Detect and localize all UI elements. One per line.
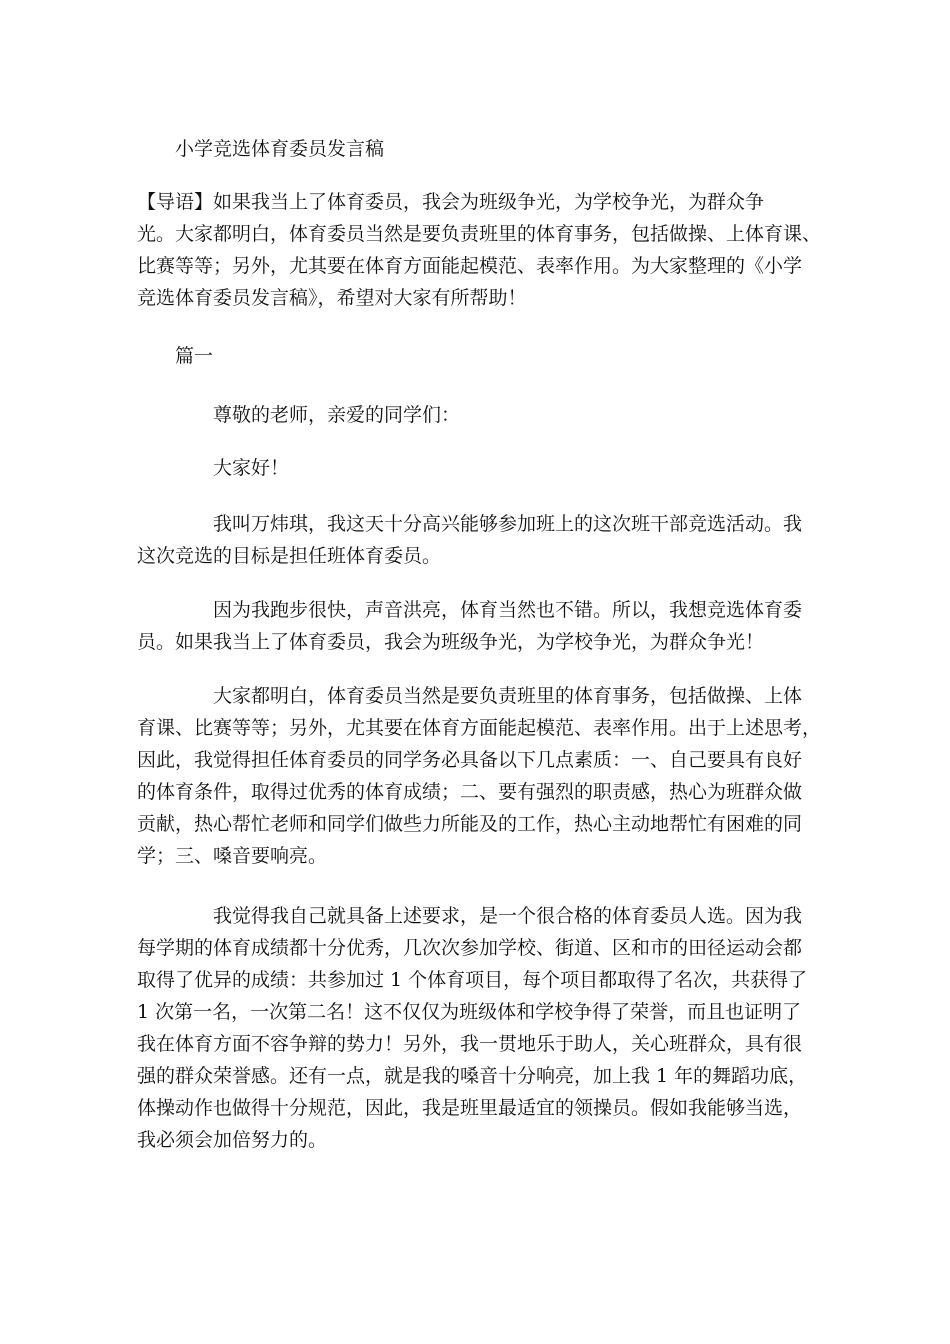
section-label: 篇一: [175, 345, 214, 367]
paragraph-1: [137, 508, 827, 572]
paragraph-2: [137, 594, 827, 658]
paragraph-line: 取得了优异的成绩：共参加过 1 个体育项目，每个项目都取得了名次，共获得了: [137, 969, 808, 991]
paragraph-line: 贡献，热心帮忙老师和同学们做些力所能及的工作，热心主动地帮忙有困难的同: [137, 813, 803, 835]
paragraph-line: 每学期的体育成绩都十分优秀，几次次参加学校、街道、区和市的田径运动会都: [137, 937, 803, 959]
intro-line: 光。大家都明白，体育委员当然是要负责班里的体育事务，包括做操、上体育课、: [137, 223, 822, 245]
paragraph-line: 强的群众荣誉感。还有一点，就是我的嗓音十分响亮，加上我 1 年的舞蹈功底，: [137, 1065, 808, 1087]
intro-line: 竞选体育委员发言稿》，希望对大家有所帮助！: [137, 287, 527, 309]
hello: 大家好！: [213, 457, 290, 479]
document-title: 小学竞选体育委员发言稿: [175, 138, 385, 160]
greeting: 尊敬的老师，亲爱的同学们：: [213, 404, 461, 426]
paragraph-line: 育课、比赛等等；另外，尤其要在体育方面能起模范、表率作用。出于上述思考，: [137, 717, 822, 739]
paragraph-line: 我觉得我自己就具备上述要求，是一个很合格的体育委员人选。因为我: [213, 905, 803, 927]
intro-line: 【导语】如果我当上了体育委员，我会为班级争光，为学校争光，为群众争: [137, 191, 765, 213]
paragraph-line: 大家都明白，体育委员当然是要负责班里的体育事务，包括做操、上体: [213, 685, 803, 707]
paragraph-3: [137, 680, 827, 872]
intro-line: 比赛等等；另外，尤其要在体育方面能起模范、表率作用。为大家整理的《小学: [137, 255, 803, 277]
document-page: [137, 0, 827, 1344]
paragraph-line: 员。如果我当上了体育委员，我会为班级争光，为学校争光，为群众争光！: [137, 631, 765, 653]
paragraph-line: 这次竞选的目标是担任班体育委员。: [137, 545, 442, 567]
paragraph-line: 因为我跑步很快，声音洪亮，体育当然也不错。所以，我想竞选体育委: [213, 599, 803, 621]
paragraph-line: 因此，我觉得担任体育委员的同学务必具备以下几点素质：一、自己要具有良好: [137, 749, 803, 771]
paragraph-4: [137, 900, 827, 1156]
paragraph-line: 我必须会加倍努力的。: [137, 1129, 328, 1151]
paragraph-line: 的体育条件，取得过优秀的体育成绩；二、要有强烈的职责感，热心为班群众做: [137, 781, 803, 803]
paragraph-line: 我叫万炜琪，我这天十分高兴能够参加班上的这次班干部竞选活动。我: [213, 513, 803, 535]
paragraph-line: 我在体育方面不容争辩的势力！另外，我一贯地乐于助人，关心班群众，具有很: [137, 1033, 803, 1055]
paragraph-line: 1 次第一名，一次第二名！这不仅仅为班级体和学校争得了荣誉，而且也证明了: [137, 1001, 802, 1023]
intro-paragraph: [137, 186, 827, 314]
paragraph-line: 体操动作也做得十分规范，因此，我是班里最适宜的领操员。假如我能够当选，: [137, 1097, 803, 1119]
paragraph-line: 学；三、嗓音要响亮。: [137, 845, 328, 867]
